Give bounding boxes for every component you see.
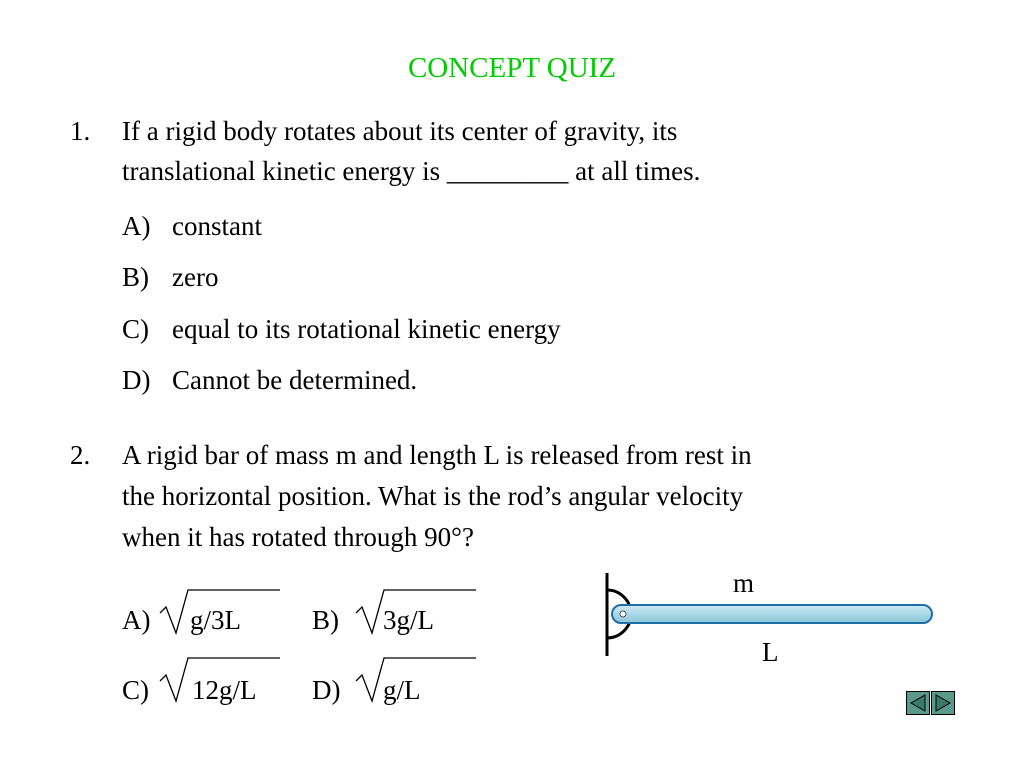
question-number: 2. xyxy=(70,440,91,470)
option-text: g/3L xyxy=(190,605,241,635)
question-text-line: A rigid bar of mass m and length L is released from rest in xyxy=(122,440,752,470)
triangle-left-icon xyxy=(907,692,929,714)
pivot-point xyxy=(620,611,626,617)
option-text: Cannot be determined. xyxy=(172,365,418,395)
option-letter: D) xyxy=(312,675,341,705)
triangle-right-icon xyxy=(932,692,954,714)
question-text-line: translational kinetic energy is _________ at all times. xyxy=(122,156,701,186)
page-title: CONCEPT QUIZ xyxy=(407,52,617,84)
option-text: zero xyxy=(172,262,219,292)
length-label: L xyxy=(762,637,779,667)
previous-slide-button[interactable] xyxy=(906,691,930,715)
option-letter: A) xyxy=(122,211,151,241)
option-text: constant xyxy=(172,211,262,241)
option-letter: D) xyxy=(122,365,151,395)
question-text-line: If a rigid body rotates about its center of gravity, its xyxy=(122,116,678,146)
mass-label: m xyxy=(733,568,755,598)
option-letter: B) xyxy=(312,605,339,635)
question-text-line: the horizontal position. What is the rod’s angular velocity xyxy=(122,481,744,511)
option-letter: B) xyxy=(122,262,149,292)
rigid-bar xyxy=(612,605,932,623)
question-number: 1. xyxy=(70,116,91,146)
option-text: g/L xyxy=(383,675,421,705)
question-text-line: when it has rotated through 90°? xyxy=(122,522,474,552)
option-text: equal to its rotational kinetic energy xyxy=(172,314,561,344)
option-letter: C) xyxy=(122,314,149,344)
option-letter: C) xyxy=(122,675,149,705)
option-text: 3g/L xyxy=(383,605,434,635)
option-text: 12g/L xyxy=(192,675,257,705)
option-letter: A) xyxy=(122,605,151,635)
next-slide-button[interactable] xyxy=(931,691,955,715)
